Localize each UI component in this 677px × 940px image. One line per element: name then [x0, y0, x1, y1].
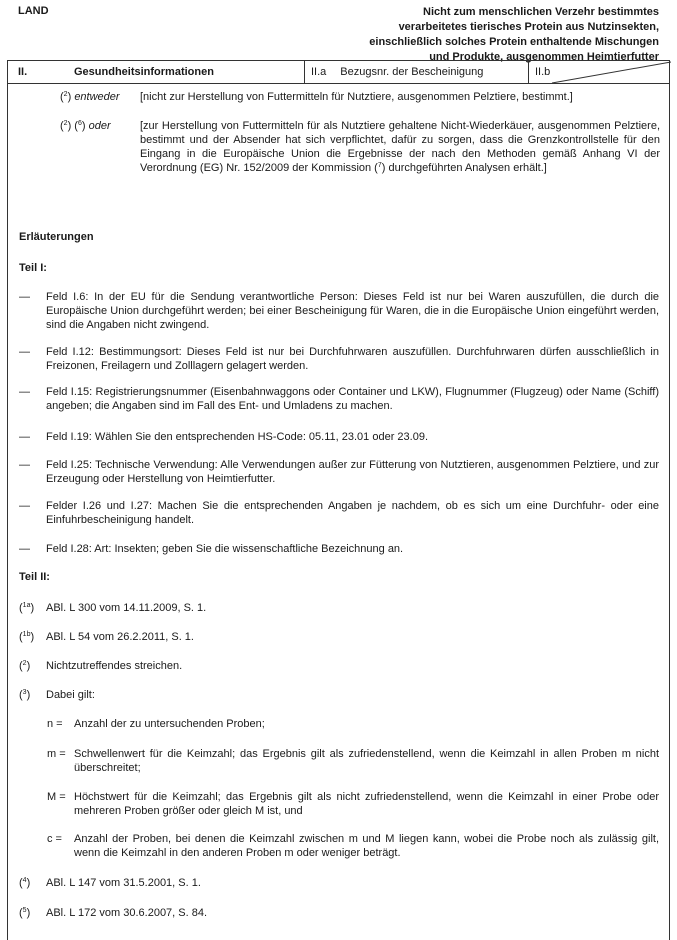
- option-text: [nicht zur Herstellung von Futtermitteln für Nutztiere, ausgenommen Pelztiere, bestimmt.]: [140, 91, 573, 103]
- footnote: ($^5$) ABl. L 172 vom 30.6.2007, S. 84.: [19, 907, 208, 919]
- title-line: und Produkte, ausgenommen Heimtierfutter: [429, 51, 659, 63]
- section-header-row: [8, 61, 669, 84]
- reference-text: Bezugsnr. der Bescheinigung: [340, 66, 484, 78]
- dash-bullet: —: [19, 291, 30, 303]
- option-entweder: [60, 90, 660, 104]
- note-item: — Feld I.12: Bestimmungsort: Dieses Feld ist nur bei Durchfuhrwaren auszufüllen. Durchfuhrwaren dürfen ausschließlich in Freizonen, Freilagern und Zolllagern gelagert werden.: [19, 346, 659, 372]
- dash-bullet: —: [19, 431, 30, 443]
- certificate-frame: [7, 60, 670, 940]
- option-oder: [60, 119, 660, 175]
- option-label: ($^2$) ($^6$) oder: [60, 120, 111, 132]
- option-text: [zur Herstellung von Futtermitteln für als Nutztiere gehaltene Nicht-Wiederkäuer, ausgenommen Pelztiere, bestimmt und der Absender hat sich verpflichtet, dafür zu sorgen, dass die Grenzkontrollstelle für den Eingang in die Europäische Union die Ergebnisse der nach den Methoden gemäß Anhang VI der Verordnung (EG) Nr. 152/2009 der Kommission ($^7$) durchgeführten Analysen erhält.]: [140, 120, 660, 174]
- note-item: — Feld I.28: Art: Insekten; geben Sie die wissenschaftliche Bezeichnung an.: [19, 543, 404, 555]
- notes-heading: Erläuterungen: [19, 231, 94, 243]
- definition: m = Schwellenwert für die Keimzahl; das Ergebnis gilt als zufriedenstellend, wenn die Keimzahl in allen Proben m nicht überschreitet;: [47, 748, 659, 774]
- definition: M = Höchstwert für die Keimzahl; das Ergebnis gilt als nicht zufriedenstellend, wenn die Keimzahl in einer Probe oder mehreren Proben größer oder gleich M ist, und: [47, 791, 659, 817]
- diagonal-strike-icon: [528, 61, 671, 84]
- footnote-mark: ($^{1a}$): [19, 602, 35, 614]
- note-item: — Feld I.19: Wählen Sie den entsprechenden HS-Code: 05.11, 23.01 oder 23.09.: [19, 431, 428, 443]
- part1-heading: Teil I:: [19, 262, 47, 274]
- dash-bullet: —: [19, 459, 30, 471]
- dash-bullet: —: [19, 543, 30, 555]
- note-item: — Feld I.25: Technische Verwendung: Alle Verwendungen außer zur Fütterung von Nutztieren, ausgenommen Pelztiere, und zur Erzeugung oder Herstellung von Heimtierfutter.: [19, 459, 659, 485]
- dash-bullet: —: [19, 346, 30, 358]
- footnote: ($^2$) Nichtzutreffendes streichen.: [19, 660, 183, 672]
- footnote-mark: ($^{1b}$): [19, 631, 35, 643]
- reference-cell: [304, 61, 528, 83]
- footnote: ($^{1a}$) ABl. L 300 vom 14.11.2009, S. 1.: [19, 602, 207, 614]
- section-b-label: II.b: [535, 66, 551, 78]
- note-item: — Feld I.6: In der EU für die Sendung verantwortliche Person: Dieses Feld ist nur bei Waren auszufüllen, die durch die Europäische Union durchgeführt werden; bei einer Bescheinigung für Waren, die in die Europäische Union eingeführt werden, sind die Angaben nicht zwingend.: [19, 291, 659, 331]
- reference-label: II.a: [311, 66, 327, 78]
- dash-bullet: —: [19, 386, 30, 398]
- option-label: ($^2$) entweder: [60, 91, 120, 103]
- footnote: ($^3$) Dabei gilt:: [19, 689, 95, 701]
- footnote-mark: ($^2$): [19, 660, 31, 672]
- definition-symbol: M =: [47, 791, 66, 803]
- country-label: LAND: [18, 5, 49, 17]
- dash-bullet: —: [19, 500, 30, 512]
- definition-symbol: m =: [47, 748, 66, 760]
- footnote-mark: ($^5$): [19, 907, 31, 919]
- title-line: verarbeitetes tierisches Protein aus Nutzinsekten,: [398, 21, 659, 33]
- part2-heading: Teil II:: [19, 571, 50, 583]
- section-title: Gesundheitsinformationen: [74, 66, 214, 78]
- footnote-mark: ($^4$): [19, 877, 31, 889]
- footnote-mark: ($^3$): [19, 689, 31, 701]
- definition-symbol: c =: [47, 833, 62, 845]
- section-number: II.: [18, 66, 28, 78]
- footnote: ($^{1b}$) ABl. L 54 vom 26.2.2011, S. 1.: [19, 631, 194, 643]
- definition: c = Anzahl der Proben, bei denen die Keimzahl zwischen m und M liegen kann, wobei die Probe noch als zulässig gilt, wenn die Keimzahl in den anderen Proben m oder weniger beträgt.: [47, 833, 659, 859]
- footnote: ($^4$) ABl. L 147 vom 31.5.2001, S. 1.: [19, 877, 201, 889]
- title-line: Nicht zum menschlichen Verzehr bestimmtes: [423, 6, 659, 18]
- title-line: einschließlich solches Protein enthaltende Mischungen: [369, 36, 659, 48]
- definition: n = Anzahl der zu untersuchenden Proben;: [47, 718, 265, 730]
- note-item: — Feld I.15: Registrierungsnummer (Eisenbahnwaggons oder Container und LKW), Flugnummer (Flugzeug) oder Name (Schiff) angeben; die Angaben sind im Fall des Ent- und Umladens zu machen.: [19, 386, 659, 412]
- certificate-title: [189, 5, 659, 65]
- note-item: — Felder I.26 und I.27: Machen Sie die entsprechenden Angaben je nachdem, ob es sich um eine Durchfuhr- oder eine Einfuhrbescheinigung handelt.: [19, 500, 659, 526]
- definition-symbol: n =: [47, 718, 63, 730]
